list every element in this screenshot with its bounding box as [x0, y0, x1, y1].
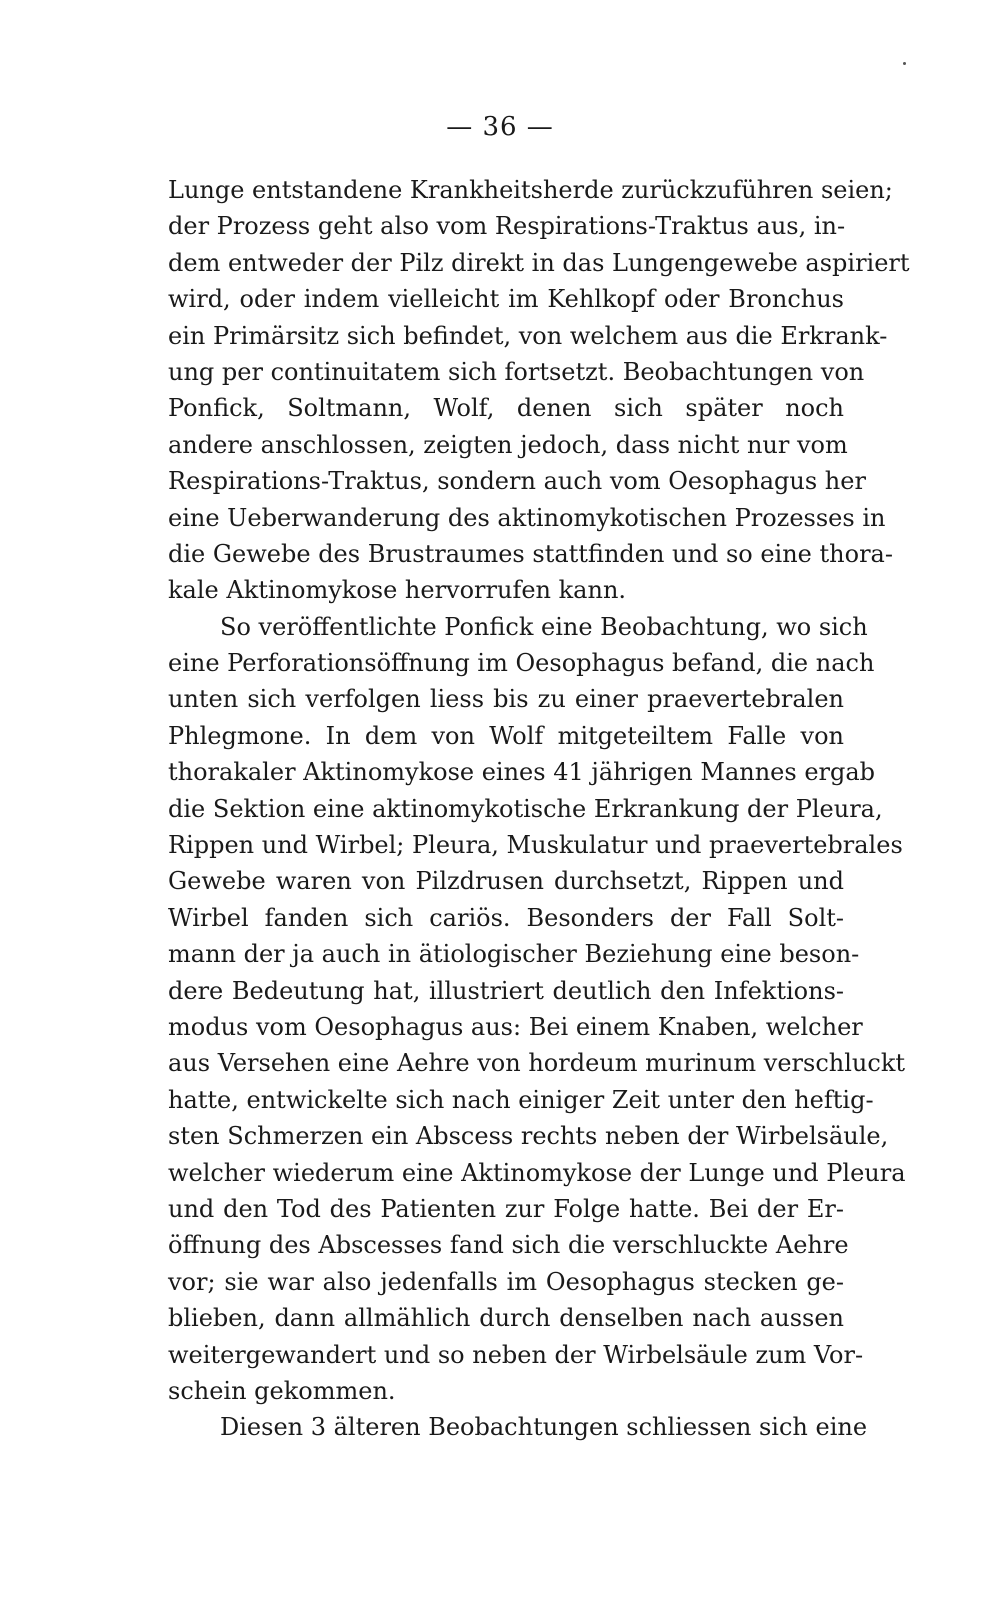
text-line: Rippen und Wirbel; Pleura, Muskulatur und praevertebrales [168, 831, 903, 860]
text-line: der Prozess geht also vom Respirations-Traktus aus, in- [168, 212, 846, 241]
text-line: schein gekommen. [168, 1376, 396, 1405]
text-line: Gewebe waren von Pilzdrusen durchsetzt, Rippen und [168, 867, 844, 896]
text-line: Respirations-Traktus, sondern auch vom Oesophagus her [168, 467, 866, 496]
text-line: mann der ja auch in ätiologischer Beziehung eine beson- [168, 940, 860, 969]
text-line: ein Primärsitz sich befindet, von welchem aus die Erkrank- [168, 321, 888, 350]
text-line: ung per continuitatem sich fortsetzt. Beobachtungen von [168, 357, 865, 386]
text-line: eine Ueberwanderung des aktinomykotischen Prozesses in [168, 503, 886, 532]
text-line: Phlegmone. In dem von Wolf mitgeteiltem Falle von [168, 721, 844, 750]
paper-speck [903, 62, 906, 65]
text-line: dere Bedeutung hat, illustriert deutlich den Infektions- [168, 976, 844, 1005]
text-line: wird, oder indem vielleicht im Kehlkopf oder Bronchus [168, 285, 844, 314]
text-line: weitergewandert und so neben der Wirbelsäule zum Vor- [168, 1340, 864, 1369]
text-line: eine Perforationsöffnung im Oesophagus befand, die nach [168, 649, 875, 678]
text-line: andere anschlossen, zeigten jedoch, dass nicht nur vom [168, 430, 848, 459]
text-line: kale Aktinomykose hervorrufen kann. [168, 576, 627, 605]
text-line: So veröffentlichte Ponfick eine Beobachtung, wo sich [220, 612, 868, 641]
text-line: blieben, dann allmählich durch denselben nach aussen [168, 1304, 844, 1333]
body-text [168, 172, 910, 1446]
text-line: dem entweder der Pilz direkt in das Lungengewebe aspiriert [168, 248, 910, 277]
text-line: Ponfick, Soltmann, Wolf, denen sich später noch [168, 394, 844, 423]
text-line: Wirbel fanden sich cariös. Besonders der Fall Solt- [168, 903, 844, 932]
text-line: welcher wiederum eine Aktinomykose der Lunge und Pleura [168, 1158, 906, 1187]
text-line: unten sich verfolgen liess bis zu einer praevertebralen [168, 685, 844, 714]
text-line: thorakaler Aktinomykose eines 41 jährigen Mannes ergab [168, 758, 876, 787]
text-line: vor; sie war also jedenfalls im Oesophagus stecken ge- [168, 1267, 844, 1296]
text-line: sten Schmerzen ein Abscess rechts neben der Wirbelsäule, [168, 1122, 889, 1151]
text-line: öffnung des Abscesses fand sich die verschluckte Aehre [168, 1231, 849, 1260]
page-number: — 36 — [446, 112, 554, 142]
text-line: Diesen 3 älteren Beobachtungen schliessen sich eine [220, 1413, 868, 1442]
text-line: modus vom Oesophagus aus: Bei einem Knaben, welcher [168, 1012, 863, 1041]
text-line: und den Tod des Patienten zur Folge hatte. Bei der Er- [168, 1194, 844, 1223]
text-line: Lunge entstandene Krankheitsherde zurückzuführen seien; [168, 176, 893, 204]
text-line: die Gewebe des Brustraumes stattfinden und so eine thora- [168, 539, 893, 568]
text-line: hatte, entwickelte sich nach einiger Zeit unter den heftig- [168, 1085, 874, 1114]
text-line: aus Versehen eine Aehre von hordeum murinum verschluckt [168, 1049, 906, 1078]
text-line: die Sektion eine aktinomykotische Erkrankung der Pleura, [168, 794, 883, 823]
